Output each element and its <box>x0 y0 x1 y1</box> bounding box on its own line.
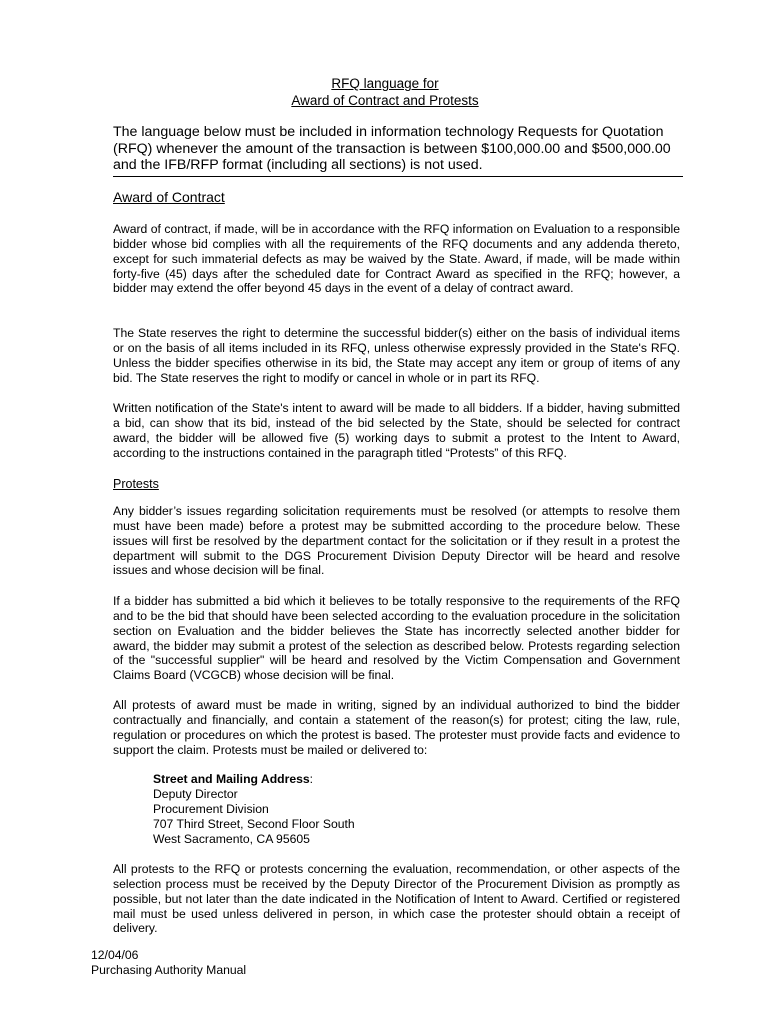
section-divider <box>113 176 683 177</box>
document-title-line-1: RFQ language for <box>331 76 439 91</box>
protests-paragraph-1: Any bidder’s issues regarding solicitation requirements must be resolved (or attempts to resolve them must have been made) before a protest may be submitted according to the procedure below. These issues will first be resolved by the department contact for the solicitation or if they result in a protest the department will submit to the DGS Procurement Division Deputy Director will be heard and resolve issues and whose decision will be final. <box>113 504 680 578</box>
footer-manual-name: Purchasing Authority Manual <box>91 963 247 977</box>
address-label-line <box>153 772 355 787</box>
award-heading: Award of Contract <box>113 189 225 205</box>
address-line-1: Deputy Director <box>153 787 238 801</box>
address-line-2: Procurement Division <box>153 802 269 816</box>
address-line-3: 707 Third Street, Second Floor South <box>153 817 355 831</box>
award-paragraph-3: Written notification of the State's intent to award will be made to all bidders. If a bidder, having submitted a bid, can show that its bid, instead of the bid selected by the State, should be selected for contract award, the bidder will be allowed five (5) working days to submit a protest to the Intent to Award, according to the instructions contained in the paragraph titled “Protests” of this RFQ. <box>113 401 680 460</box>
footer-date: 12/04/06 <box>91 948 139 962</box>
intro-statement: The language below must be included in information technology Requests for Quotation (RFQ) whenever the amount of the transaction is between $100,000.00 and $500,000.00 and the IFB/RFP format (including all sections) is not used. <box>113 124 671 173</box>
protests-heading: Protests <box>113 477 159 491</box>
document-title-line-2: Award of Contract and Protests <box>291 93 479 108</box>
protests-paragraph-2: If a bidder has submitted a bid which it believes to be totally responsive to the requirements of the RFQ and to be the bid that should have been selected according to the evaluation procedure in the solicitation section on Evaluation and the bidder believes the State has incorrectly selected another bidder for award, the bidder may submit a protest of the selection as described below. Protests regarding selection of the "successful supplier" will be heard and resolved by the Victim Compensation and Government Claims Board (VCGCB) whose decision will be final. <box>113 594 680 683</box>
mailing-address <box>153 772 355 847</box>
award-paragraph-1: Award of contract, if made, will be in accordance with the RFQ information on Evaluation to a responsible bidder whose bid complies with all the requirements of the RFQ documents and any addenda thereto, except for such immaterial defects as may be waived by the State. Award, if made, will be made within forty-five (45) days after the scheduled date for Contract Award as specified in the RFQ; however, a bidder may extend the offer beyond 45 days in the event of a delay of contract award. <box>113 222 680 296</box>
protests-paragraph-3: All protests of award must be made in writing, signed by an individual authorized to bind the bidder contractually and financially, and contain a statement of the reason(s) for protest; citing the law, rule, regulation or procedures on which the protest is based. The protester must provide facts and evidence to support the claim. Protests must be mailed or delivered to: <box>113 698 680 757</box>
protests-paragraph-4: All protests to the RFQ or protests concerning the evaluation, recommendation, or other aspects of the selection process must be received by the Deputy Director of the Procurement Division as promptly as possible, but not later than the date indicated in the Notification of Intent to Award. Certified or registered mail must be used unless delivered in person, in which case the protester should obtain a receipt of delivery. <box>113 862 680 936</box>
award-paragraph-2: The State reserves the right to determine the successful bidder(s) either on the basis of individual items or on the basis of all items included in its RFQ, unless otherwise expressly provided in the State's RFQ. Unless the bidder specifies otherwise in its bid, the State may accept any item or group of items of any bid. The State reserves the right to modify or cancel in whole or in part its RFQ. <box>113 326 680 385</box>
address-line-4: West Sacramento, CA 95605 <box>153 832 310 846</box>
address-label-colon: : <box>309 772 314 786</box>
address-label: Street and Mailing Address <box>153 772 310 786</box>
